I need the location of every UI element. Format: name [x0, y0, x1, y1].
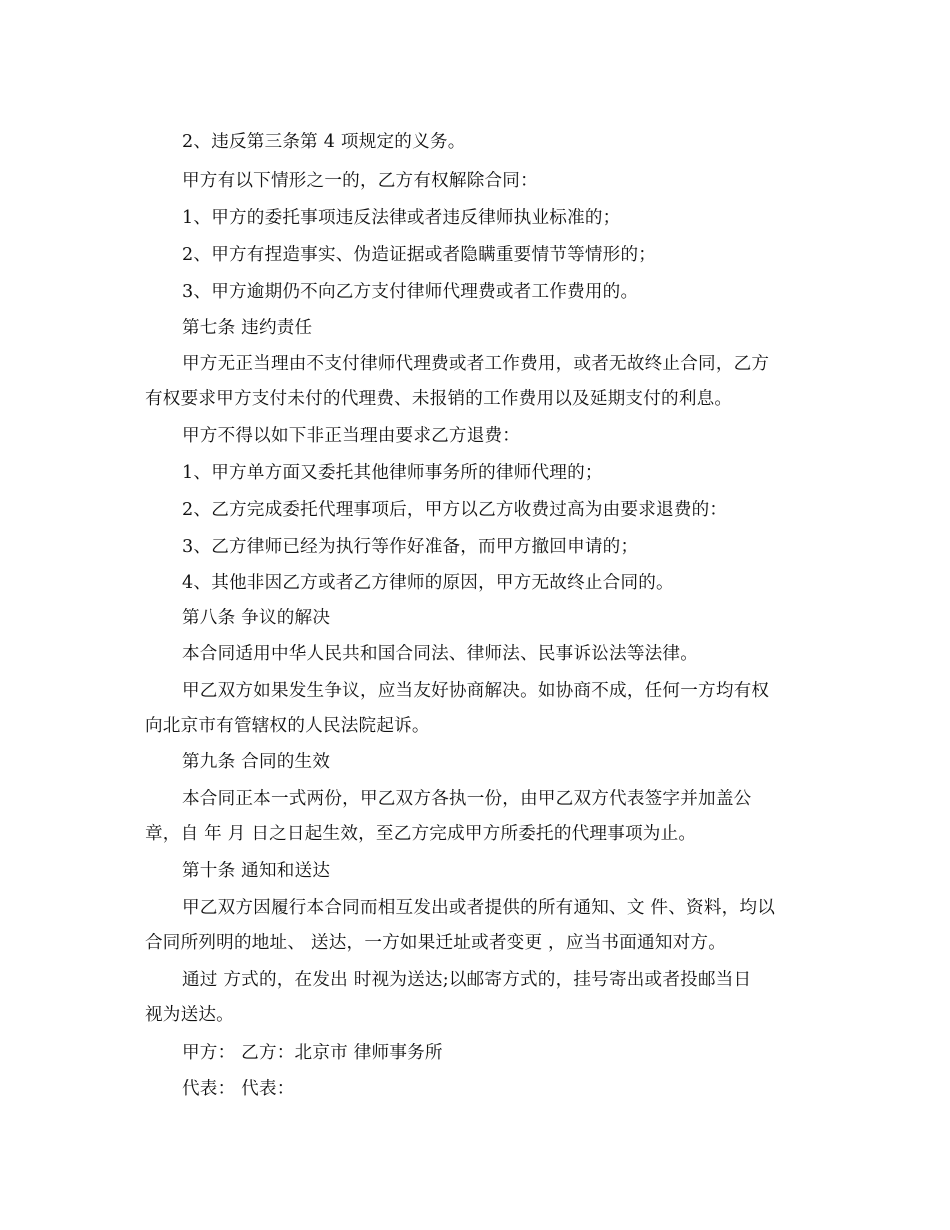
clause-item-line: 1、甲方的委托事项违反法律或者违反律师执业标准的； — [182, 208, 621, 228]
clause-item-line: 2、违反第三条第 4 项规定的义务。 — [182, 132, 466, 152]
paragraph-line: 有权要求甲方支付未付的代理费、未报销的工作费用以及延期支付的利息。 — [145, 389, 733, 409]
clause-item-line: 2、乙方完成委托代理事项后，甲方以乙方收费过高为由要求退费的： — [182, 500, 728, 520]
clause-item-line: 4、其他非因乙方或者乙方律师的原因，甲方无故终止合同的。 — [182, 573, 674, 593]
signature-representative-line: 代表： 代表： — [182, 1079, 295, 1099]
paragraph-line: 甲方无正当理由不支付律师代理费或者工作费用，或者无故终止合同，乙方 — [182, 354, 770, 374]
paragraph-line: 甲乙双方因履行本合同而相互发出或者提供的所有通知、文 件、资料，均以 — [182, 898, 775, 918]
paragraph-line: 甲方有以下情形之一的，乙方有权解除合同： — [182, 171, 538, 191]
clause-item-line: 3、甲方逾期仍不向乙方支付律师代理费或者工作费用的。 — [182, 282, 639, 302]
paragraph-line: 本合同适用中华人民共和国合同法、律师法、民事诉讼法等法律。 — [182, 644, 699, 664]
paragraph-line: 合同所列明的地址、 送达，一方如果迁址或者变更 ，应当书面通知对方。 — [145, 933, 726, 953]
signature-party-line: 甲方： 乙方：北京市 律师事务所 — [182, 1043, 443, 1063]
clause-item-line: 3、乙方律师已经为执行等作好准备，而甲方撤回申请的； — [182, 537, 639, 557]
paragraph-line: 本合同正本一式两份，甲乙双方各执一份，由甲乙双方代表签字并加盖公 — [182, 789, 752, 809]
article-heading: 第七条 违约责任 — [182, 318, 313, 338]
paragraph-line: 甲方不得以如下非正当理由要求乙方退费： — [182, 426, 521, 446]
article-heading: 第十条 通知和送达 — [182, 861, 331, 881]
article-heading: 第九条 合同的生效 — [182, 752, 331, 772]
clause-item-line: 1、甲方单方面又委托其他律师事务所的律师代理的； — [182, 463, 603, 483]
paragraph-line: 甲乙双方如果发生争议，应当友好协商解决。如协商不成，任何一方均有权 — [182, 681, 770, 701]
paragraph-line: 章，自 年 月 日之日起生效，至乙方完成甲方所委托的代理事项为止。 — [145, 824, 697, 844]
paragraph-line: 通过 方式的，在发出 时视为送达;以邮寄方式的，挂号寄出或者投邮当日 — [182, 970, 752, 990]
paragraph-line: 视为送达。 — [145, 1005, 234, 1025]
paragraph-line: 向北京市有管辖权的人民法院起诉。 — [145, 716, 430, 736]
clause-item-line: 2、甲方有捏造事实、伪造证据或者隐瞒重要情节等情形的； — [182, 245, 657, 265]
article-heading: 第八条 争议的解决 — [182, 608, 331, 628]
